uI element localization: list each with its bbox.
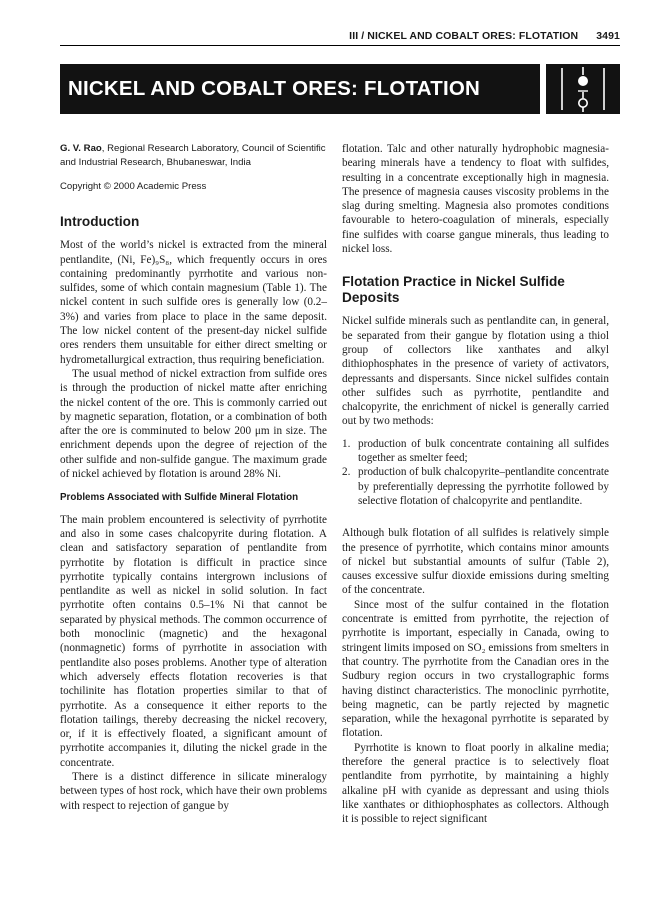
- problems-paragraph-3: flotation. Talc and other naturally hydrophobic magnesia-bearing minerals have a tendency to float with sulfides, resulting in a concentrate exceptionally high in magnesia. The presence of magnesia causes viscosity problems in the slag during smelting. Magnesia also promotes conditions favourable to hetero-coagulation of minerals, especially fine sulfides with coarse gangue minerals, thus leading to nickel loss.: [342, 143, 609, 256]
- running-head-title: III / NICKEL AND COBALT ORES: FLOTATION: [349, 30, 579, 42]
- heading-flotation-practice: Flotation Practice in Nickel Sulfide Deposits: [342, 274, 565, 306]
- list-item-text: production of bulk concentrate containing all sulfides together as smelter feed;: [358, 437, 609, 465]
- author-block: [60, 142, 327, 169]
- intro-paragraph-1: Most of the world’s nickel is extracted from the mineral pentlandite, (Ni, Fe)₉S₈, which frequently occurs in ores containing predominantly pyrrhotite and various non-sulfides, some of which contain magnesium (Table 1). The nickel content in such sulfide ores is generally low (0.2–3%) and varies from place to place in the same deposit. The low nickel content of the present-day nickel sulfide ores renders them unsuitable for either direct smelting or hydrometallurgical extraction, thus requiring beneficiation.: [60, 239, 327, 366]
- article-title: NICKEL AND COBALT ORES: FLOTATION: [68, 77, 481, 100]
- left-column: [60, 142, 327, 813]
- practice-paragraph-3: Since most of the sulfur contained in the flotation concentrate is emitted from pyrrhotite, the rejection of pyrrhotite is important, especially in Canada, owing to stringent limits imposed on SO₂ emissions from smelters in that country. The pyrrhotite from the Canadian ores in the Sudbury region occurs in two crystallographic forms having distinct characteristics. The monoclinic pyrrhotite, being magnetic, can be partly rejected by magnetic separation, while the hexagonal pyrrhotite is separated by flotation.: [342, 598, 609, 740]
- running-head: [349, 30, 620, 42]
- right-column: [342, 142, 609, 826]
- page-number: 3491: [596, 30, 620, 42]
- heading-problems: Problems Associated with Sulfide Mineral Flotation: [60, 492, 299, 504]
- methods-list: [342, 437, 609, 508]
- problems-paragraph-2: There is a distinct difference in silicate mineralogy between types of host rock, which have their own problems with respect to rejection of gangue by: [60, 770, 327, 812]
- problems-paragraph-1: The main problem encountered is selectivity of pyrrhotite and also in some cases chalcopyrite during flotation. A clean and satisfactory separation of pentlandite from pyrrhotite by flotation is difficult in practice since pyrrhotite typically contains intergrown inclusions of pentlandite as well as nickel in solid solution. In fact pyrrhotite often contains 0.5–1% Ni that cannot be separated by physical methods. The common occurrence of both monoclinic (magnetic) and the hexagonal (nonmagnetic) forms of pyrrhotite in association with pentlandite also poses problems. Another type of alteration which adversely effects flotation recoveries is that tochilinite has flotation properties similar to that of pyrrhotite. As a consequence it either reports to the flotation tailings, thereby decreasing the nickel recovery, or, if it is effectively floated, a significant amount of pyrrhotite accompanies it, diluting the nickel grade in the concentrate.: [60, 513, 327, 769]
- separation-symbol-icon: [546, 64, 620, 114]
- list-item-text: production of bulk chalcopyrite–pentlandite concentrate by preferentially depressing the pyrrhotite followed by selective flotation of chalcopyrite and pentlandite.: [358, 466, 610, 507]
- practice-paragraph-1: Nickel sulfide minerals such as pentlandite can, in general, be separated from their gangue by flotation using a thiol group of collectors like xanthates and alkyl dithiophosphates in the presence of variety of activators, depressants and dispersants. Since nickel sulfides contain other sulfides such as pyrrhotite, pentlandite and chalcopyrite, the enrichment of nickel is generally carried out by two methods:: [342, 315, 609, 428]
- practice-paragraph-4: Pyrrhotite is known to float poorly in alkaline media; therefore the general practice is to selectively float pentlandite from pyrrhotite, by maintaining a highly alkaline pH with cyanide as depressant and using thiols like xanthates or dithiophosphates as collectors. Although it is possible to reject significant: [342, 741, 609, 826]
- author-affiliation: , Regional Research Laboratory, Council of Scientific and Industrial Research, Bhubaneswar, India: [60, 143, 326, 168]
- practice-paragraph-2: Although bulk flotation of all sulfides is relatively simple the presence of pyrrhotite, which contains minor amounts of nickel but substantial amounts of sulfur (Table 2), causes excessive sulfur dioxide emissions during smelting of the concentrate.: [342, 527, 609, 597]
- copyright-notice: Copyright © 2000 Academic Press: [60, 181, 207, 192]
- header-rule: [60, 45, 620, 46]
- heading-introduction: Introduction: [60, 214, 140, 230]
- list-item-number: 1.: [342, 437, 351, 450]
- title-banner: [60, 64, 540, 114]
- list-item-number: 2.: [342, 466, 351, 479]
- author-name: G. V. Rao: [60, 143, 102, 154]
- list-item: [342, 465, 609, 508]
- intro-paragraph-2: The usual method of nickel extraction from sulfide ores is through the production of nickel matte after enriching the nickel content of the ore. This is commonly carried out by magnetic separation, flotation, or a combination of both after the ore is comminuted to below 200 μm in size. The enrichment depends upon the degree of rejection of the other sulfide and non-sulfide gangue. The maximum grade of nickel achieved by flotation is around 28% Ni.: [60, 367, 327, 481]
- list-item: [342, 437, 609, 466]
